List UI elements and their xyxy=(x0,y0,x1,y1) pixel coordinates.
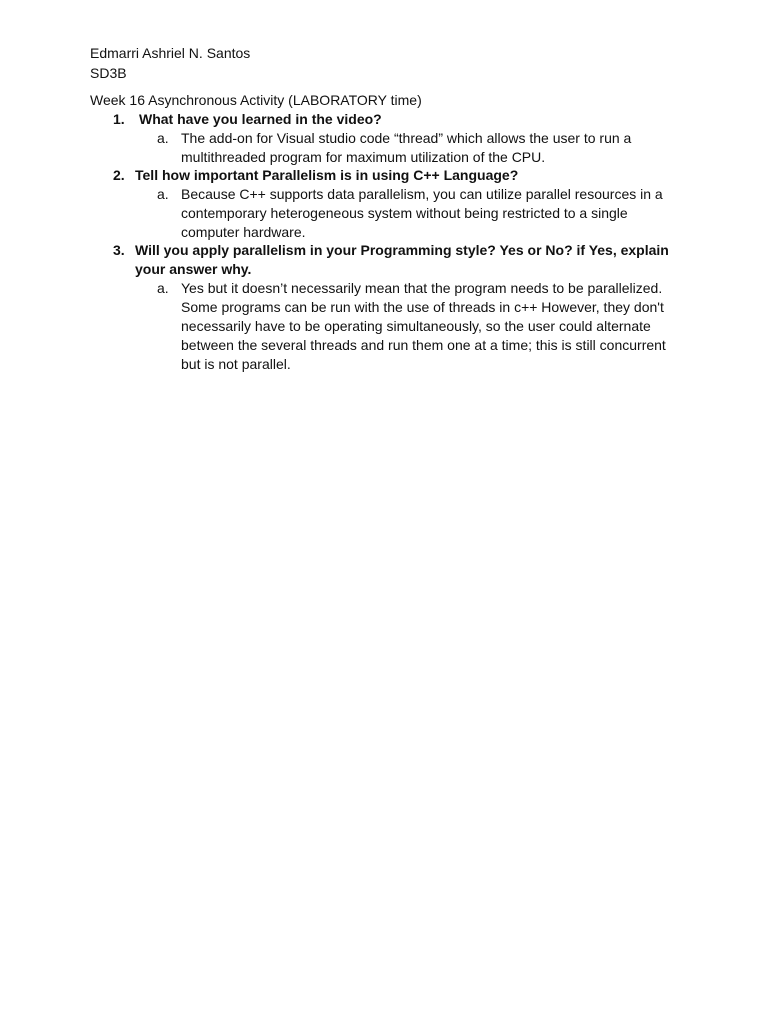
answer-3 xyxy=(157,279,667,374)
question-text: What have you learned in the video? xyxy=(139,111,382,127)
question-2 xyxy=(113,166,673,185)
question-number: 2. xyxy=(113,167,125,183)
question-1 xyxy=(113,110,673,129)
answer-2 xyxy=(157,185,677,242)
section-label: SD3B xyxy=(90,65,127,81)
question-number: 1. xyxy=(113,111,125,127)
answer-marker: a. xyxy=(157,130,169,146)
answer-text: The add-on for Visual studio code “thread” which allows the user to run a multithreaded program for maximum utilization of the CPU. xyxy=(181,130,632,165)
question-text: Will you apply parallelism in your Programming style? Yes or No? if Yes, explain your answer why. xyxy=(135,242,669,277)
question-number: 3. xyxy=(113,242,125,258)
answer-text: Yes but it doesn’t necessarily mean that the program needs to be parallelized. Some programs can be run with the use of threads in c++ However, they don't necessarily have to be operating simultaneously, so the user could alternate between the several threads and run them one at a time; this is still concurrent but is not parallel. xyxy=(181,280,666,372)
answer-text: Because C++ supports data parallelism, you can utilize parallel resources in a contemporary heterogeneous system without being restricted to a single computer hardware. xyxy=(181,186,663,240)
answer-1 xyxy=(157,129,677,167)
question-text: Tell how important Parallelism is in using C++ Language? xyxy=(135,167,519,183)
answer-marker: a. xyxy=(157,280,169,296)
answer-marker: a. xyxy=(157,186,169,202)
question-3 xyxy=(113,241,673,279)
author-name: Edmarri Ashriel N. Santos xyxy=(90,45,251,61)
activity-title: Week 16 Asynchronous Activity (LABORATORY time) xyxy=(90,92,422,108)
